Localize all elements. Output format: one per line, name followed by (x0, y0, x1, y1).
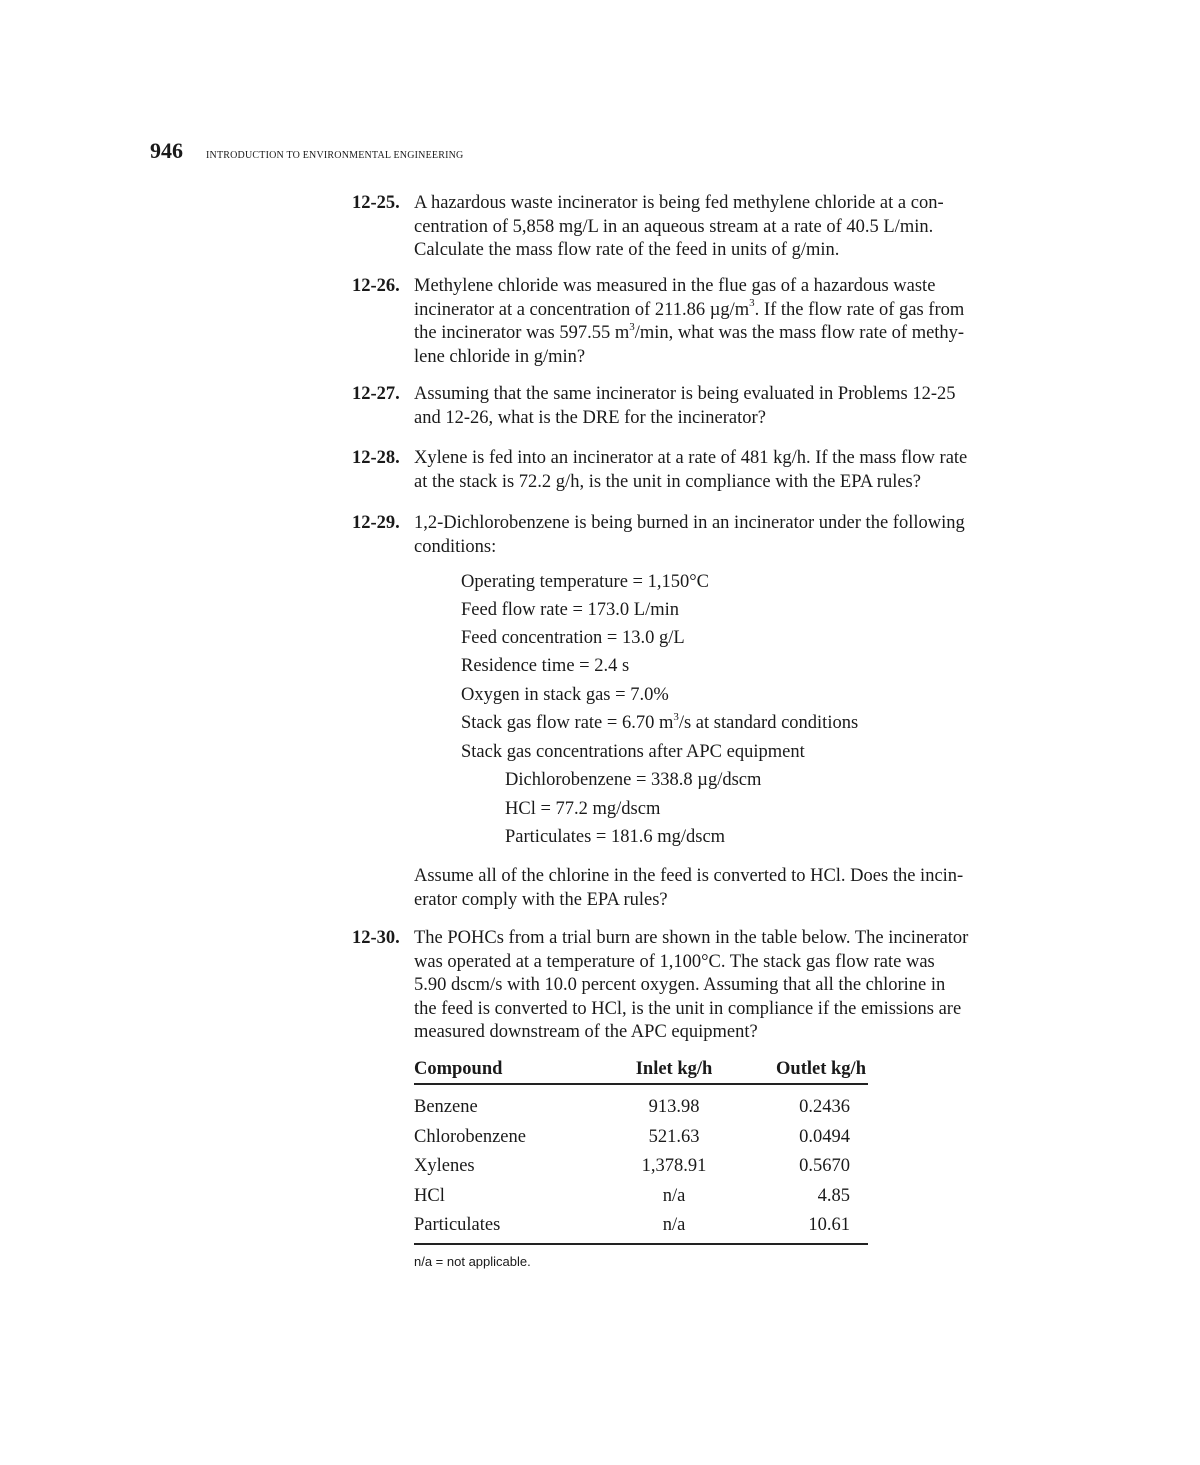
problem-12-25 (352, 192, 1042, 263)
table-cell: 521.63 (648, 1126, 700, 1147)
text-span: incinerator at a concentration of 211.86 µg/m (414, 299, 750, 320)
condition-operating-temperature: Operating temperature = 1,150°C (461, 572, 709, 592)
text-line: and 12-26, what is the DRE for the incinerator? (414, 407, 766, 428)
problem-number: 12-28. (352, 448, 400, 468)
problem-number: 12-27. (352, 384, 400, 404)
running-head: INTRODUCTION TO ENVIRONMENTAL ENGINEERING (206, 150, 464, 161)
column-header-inlet: Inlet kg/h (604, 1055, 744, 1084)
pohc-table (414, 1055, 868, 1245)
problem-text (414, 927, 1042, 1045)
text-line: was operated at a temperature of 1,100°C. The stack gas flow rate was (414, 951, 935, 972)
text-span: /min, what was the mass flow rate of methy- (634, 323, 965, 343)
problem-12-26 (352, 275, 1042, 369)
condition-stack-gas-flow (461, 712, 858, 735)
condition-hcl: HCl = 77.2 mg/dscm (505, 799, 661, 819)
column-header-outlet: Outlet kg/h (744, 1055, 868, 1084)
problem-number: 12-30. (352, 928, 400, 948)
table-row (414, 1152, 868, 1182)
text-line (414, 322, 1042, 346)
table-cell: 0.0494 (799, 1126, 850, 1147)
condition-feed-concentration: Feed concentration = 13.0 g/L (461, 628, 685, 648)
text-line: The POHCs from a trial burn are shown in the table below. The incinerator (414, 928, 969, 948)
text-line: Xylene is fed into an incinerator at a rate of 481 kg/h. If the mass flow rate (414, 448, 968, 468)
text-line (414, 299, 1042, 323)
table-header-row (414, 1055, 868, 1084)
table-cell: 4.85 (817, 1185, 850, 1206)
problem-text (414, 383, 1042, 430)
condition-dichlorobenzene: Dichlorobenzene = 338.8 µg/dscm (505, 770, 762, 790)
text-span: /s at standard conditions (678, 713, 859, 733)
table-cell: 10.61 (744, 1211, 868, 1244)
table-cell: n/a (662, 1185, 686, 1206)
problem-12-27 (352, 383, 1042, 430)
text-line: measured downstream of the APC equipment? (414, 1022, 758, 1042)
problem-text (414, 447, 1042, 494)
problem-text (414, 512, 1042, 559)
table-cell: 1,378.91 (641, 1156, 707, 1177)
problem-text (414, 865, 1042, 912)
table-row (414, 1084, 868, 1123)
table-row (414, 1123, 868, 1153)
problem-number: 12-25. (352, 193, 400, 213)
superscript: 3 (629, 320, 635, 333)
column-header-compound: Compound (414, 1055, 604, 1084)
table-cell: n/a (604, 1211, 744, 1244)
problem-number: 12-29. (352, 513, 400, 533)
problem-12-29 (352, 512, 1042, 559)
page-header (150, 138, 463, 164)
text-line: 1,2-Dichlorobenzene is being burned in an incinerator under the following (414, 513, 965, 533)
superscript: 3 (673, 710, 679, 723)
text-line: erator comply with the EPA rules? (414, 889, 668, 910)
condition-residence-time: Residence time = 2.4 s (461, 656, 630, 676)
text-span: . If the flow rate of gas from (754, 299, 965, 320)
text-line: at the stack is 72.2 g/h, is the unit in compliance with the EPA rules? (414, 471, 921, 492)
problem-number: 12-26. (352, 276, 400, 296)
table-cell: 0.2436 (799, 1097, 850, 1118)
condition-oxygen: Oxygen in stack gas = 7.0% (461, 685, 669, 705)
text-line: Assuming that the same incinerator is being evaluated in Problems 12-25 (414, 384, 956, 404)
table-cell: 0.5670 (799, 1156, 850, 1177)
table-cell: Chlorobenzene (414, 1126, 526, 1147)
condition-feed-flow-rate: Feed flow rate = 173.0 L/min (461, 600, 679, 620)
table-row (414, 1182, 868, 1212)
text-line: the feed is converted to HCl, is the unit in compliance if the emissions are (414, 998, 962, 1019)
text-line: lene chloride in g/min? (414, 346, 586, 367)
table-cell: Benzene (414, 1097, 478, 1118)
problem-12-29-assumption (352, 865, 1042, 912)
table-cell: Particulates (414, 1211, 604, 1244)
text-line: 5.90 dscm/s with 10.0 percent oxygen. Assuming that all the chlorine in (414, 975, 946, 995)
text-line: Calculate the mass flow rate of the feed in units of g/min. (414, 240, 840, 260)
text-line: Assume all of the chlorine in the feed is converted to HCl. Does the incin- (414, 866, 964, 886)
condition-particulates: Particulates = 181.6 mg/dscm (505, 827, 726, 847)
page-number: 946 (150, 138, 183, 163)
table-cell: HCl (414, 1185, 445, 1206)
problem-text (414, 275, 1042, 369)
table-cell: 913.98 (648, 1097, 700, 1118)
problem-12-28 (352, 447, 1042, 494)
text-line: A hazardous waste incinerator is being fed methylene chloride at a con- (414, 193, 944, 213)
text-line: centration of 5,858 mg/L in an aqueous stream at a rate of 40.5 L/min. (414, 216, 934, 237)
table-cell: Xylenes (414, 1156, 475, 1177)
text-span: Stack gas flow rate = 6.70 m (461, 713, 674, 733)
text-span: the incinerator was 597.55 m (414, 323, 630, 343)
superscript: 3 (749, 297, 755, 310)
condition-stack-concentrations-heading: Stack gas concentrations after APC equipment (461, 742, 805, 762)
problem-text (414, 192, 1042, 263)
table-footnote: n/a = not applicable. (414, 1254, 531, 1269)
text-line: conditions: (414, 536, 497, 557)
text-line: Methylene chloride was measured in the flue gas of a hazardous waste (414, 276, 936, 296)
problem-12-30 (352, 927, 1042, 1045)
table-row (414, 1211, 868, 1244)
